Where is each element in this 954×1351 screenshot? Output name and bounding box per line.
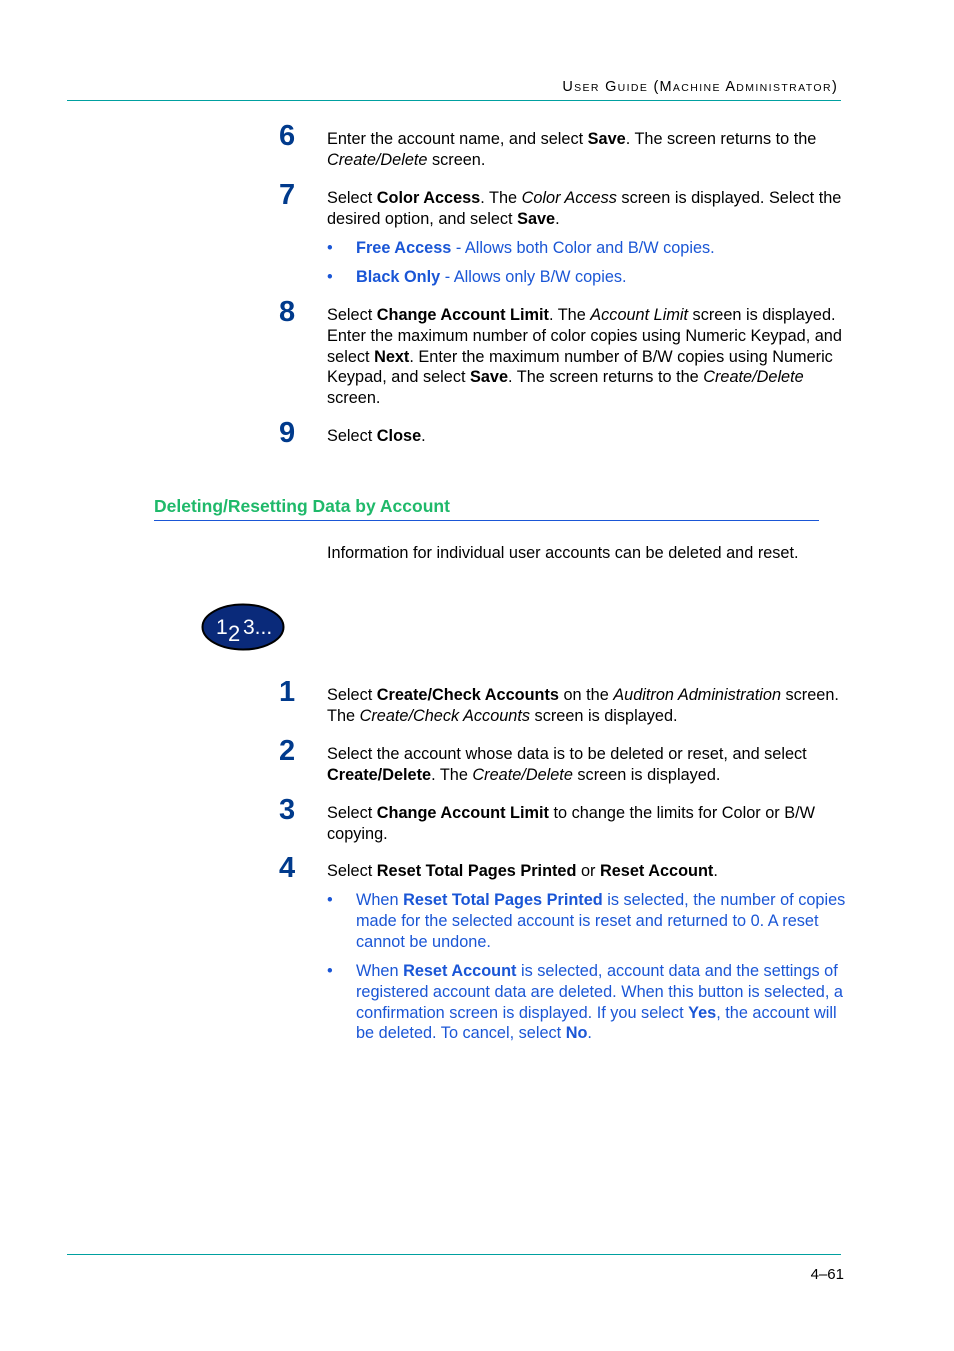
- section-rule: [154, 520, 819, 521]
- step-number: 4: [279, 852, 296, 884]
- svg-text:2: 2: [228, 621, 241, 646]
- step-number: 2: [279, 735, 296, 767]
- bullet-item: • Free Access - Allows both Color and B/W copies.: [327, 239, 715, 257]
- step-number: 3: [279, 794, 296, 826]
- step-text: Enter the account name, and select Save. The screen returns to the Create/Delete screen.: [327, 130, 817, 169]
- step-text: Select Create/Check Accounts on the Auditron Administration screen. The Create/Check Accounts screen is displayed.: [327, 686, 839, 725]
- header-paren: ): [831, 79, 838, 95]
- step-number: 7: [279, 179, 296, 211]
- step-text: Select Close.: [327, 427, 426, 445]
- header-initial: U: [562, 79, 575, 95]
- bullet-item: • Black Only - Allows only B/W copies.: [327, 268, 627, 286]
- footer-rule: [67, 1254, 841, 1255]
- header-paren: (: [653, 79, 660, 95]
- header-word: ACHINE: [672, 82, 721, 94]
- step-text: Select the account whose data is to be deleted or reset, and select Create/Delete. The Create/Delete screen is displayed.: [327, 745, 807, 784]
- header-initial: G: [605, 79, 618, 95]
- bullet-item: • When Reset Total Pages Printed is selected, the number of copies made for the selected account is reset and returned to 0. A reset cannot be undone.: [327, 891, 846, 951]
- header-word: DMINISTRATOR: [736, 82, 832, 94]
- step-number: 1: [279, 676, 296, 708]
- bullet-item: • When Reset Account is selected, account data and the settings of registered account data are deleted. When this button is selected, a confirmation screen is displayed. If you select Yes, the account will be deleted. To cancel, select No.: [327, 962, 843, 1043]
- step-text: Select Change Account Limit to change the limits for Color or B/W copying.: [327, 804, 815, 843]
- section-heading: Deleting/Resetting Data by Account: [154, 496, 450, 516]
- step-text: Select Reset Total Pages Printed or Reset Account.: [327, 862, 718, 880]
- step-text: Select Change Account Limit. The Account Limit screen is displayed. Enter the maximum number of color copies using Numeric Keypad, and select Next. Enter the maximum number of B/W copies using Numeric Keypad, and select Save. The screen returns to the Create/Delete screen.: [327, 306, 842, 408]
- numbered-steps-icon: [201, 603, 285, 651]
- step-number: 6: [279, 120, 296, 152]
- header-rule: [67, 100, 841, 101]
- svg-text:1: 1: [216, 616, 228, 639]
- header-word: SER: [574, 82, 600, 94]
- step-number: 9: [279, 417, 296, 449]
- header-word: UIDE: [617, 82, 649, 94]
- header-initial: M: [659, 79, 673, 95]
- section-intro: Information for individual user accounts can be deleted and reset.: [327, 544, 799, 562]
- page-number: 4–61: [810, 1266, 844, 1283]
- svg-text:3...: 3...: [243, 616, 273, 639]
- step-text: Select Color Access. The Color Access screen is displayed. Select the desired option, and select Save.: [327, 189, 842, 228]
- step-number: 8: [279, 296, 296, 328]
- header-initial: A: [725, 79, 737, 95]
- running-header: [562, 79, 838, 95]
